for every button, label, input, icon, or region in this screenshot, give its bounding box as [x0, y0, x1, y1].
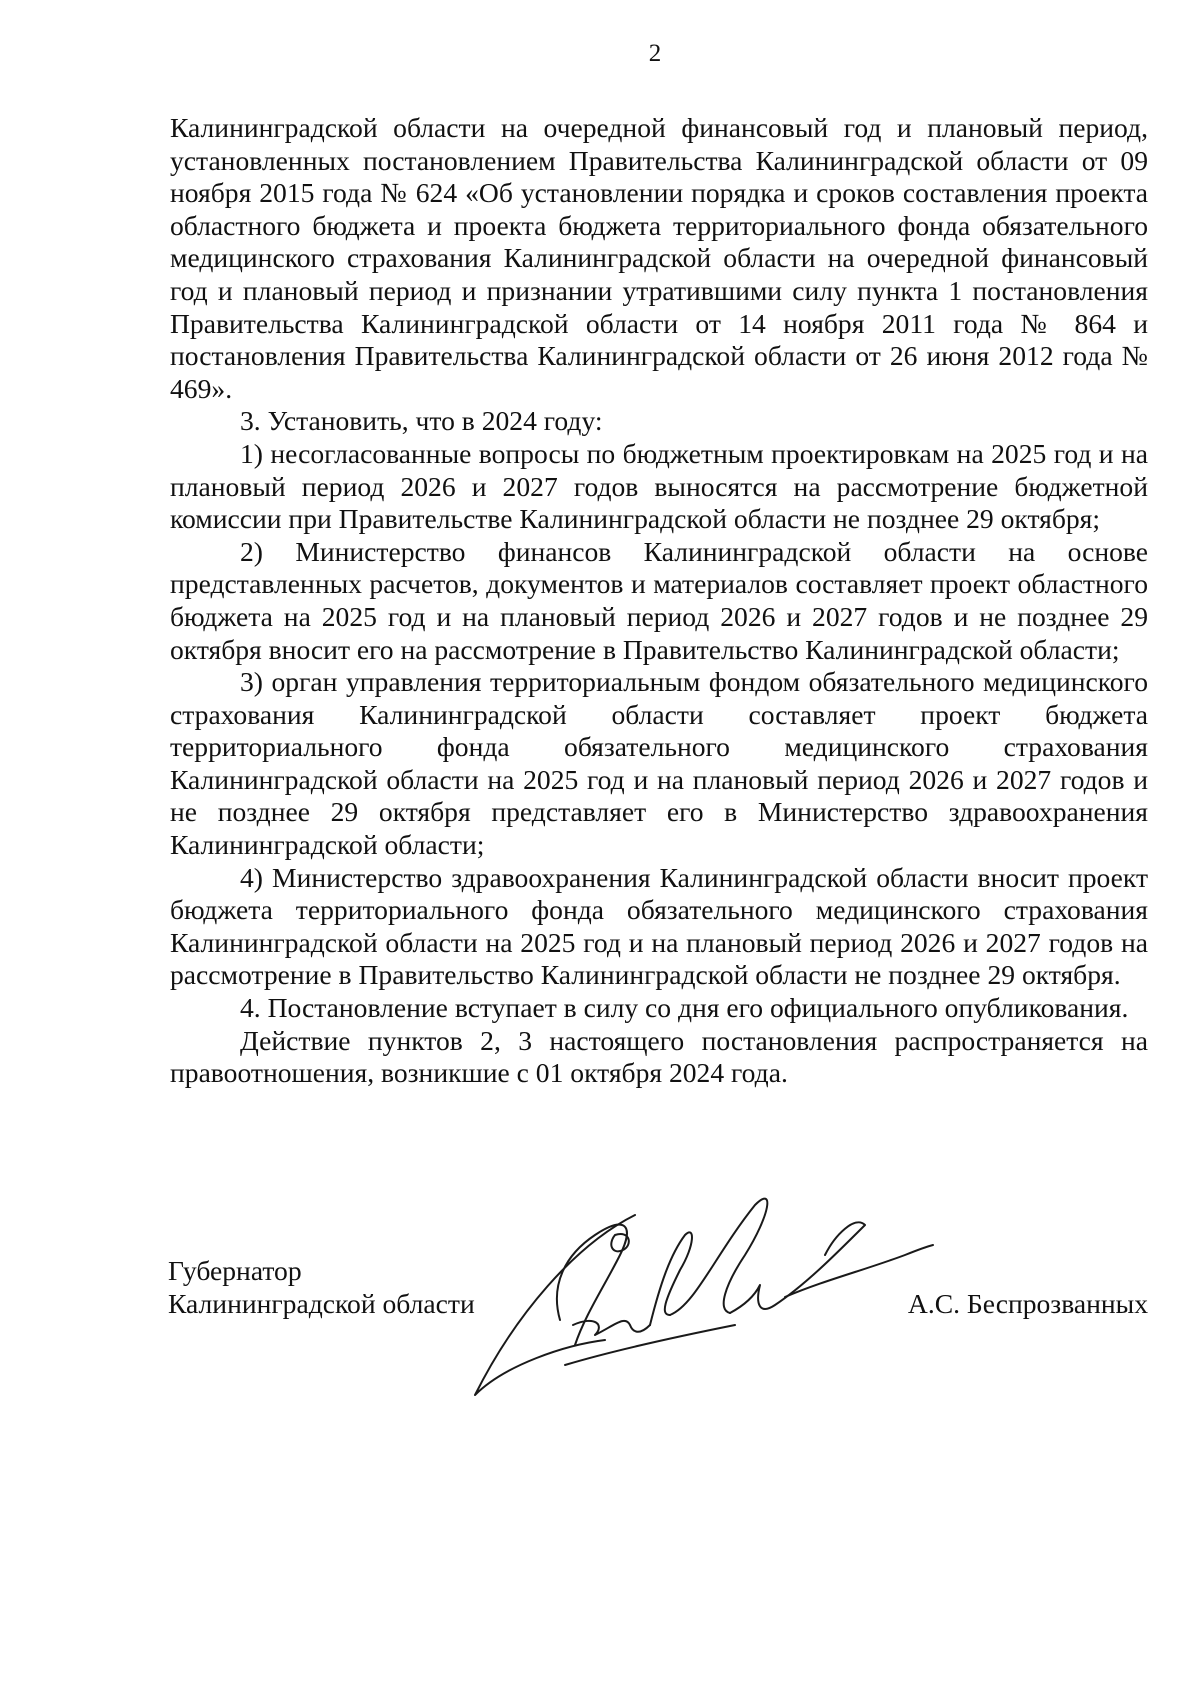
- signatory-title-line1: Губернатор: [168, 1255, 302, 1286]
- paragraph-subitem-4: 4) Министерство здравоохранения Калининградской области вносит проект бюджета территориального фонда обязательного медицинского страхования Калининградской области на 2025 год и на плановый период 2026 и 2027 годов на рассмотрение в Правительство Калининградской области не позднее 29 октября.: [170, 861, 1148, 991]
- signatory-name: А.С. Беспрозванных: [907, 1288, 1148, 1319]
- document-body: [170, 112, 1148, 1090]
- signatory-title-line2: Калининградской области: [168, 1288, 475, 1319]
- handwritten-signature: [455, 1175, 935, 1405]
- paragraph-item-3: 3. Установить, что в 2024 году:: [240, 405, 603, 437]
- paragraph-effect: Действие пунктов 2, 3 настоящего постановления распространяется на правоотношения, возникшие с 01 октября 2024 года.: [170, 1024, 1148, 1089]
- paragraph-subitem-2: 2) Министерство финансов Калининградской области на основе представленных расчетов, документов и материалов составляет проект областного бюджета на 2025 год и на плановый период 2026 и 2027 годов и не позднее 29 октября вносит его на рассмотрение в Правительство Калининградской области;: [170, 535, 1148, 665]
- paragraph-item-4: 4. Постановление вступает в силу со дня его официального опубликования.: [240, 992, 1129, 1024]
- signatory-title: [168, 1254, 475, 1320]
- paragraph-subitem-3: 3) орган управления территориальным фондом обязательного медицинского страхования Калининградской области составляет проект бюджета территориального фонда обязательного медицинского страхования Калининградской области на 2025 год и на плановый период 2026 и 2027 годов и не позднее 29 октября представляет его в Министерство здравоохранения Калининградской области;: [170, 666, 1148, 861]
- page-number: 2: [648, 40, 662, 67]
- paragraph-subitem-1: 1) несогласованные вопросы по бюджетным проектировкам на 2025 год и на плановый период 2026 и 2027 годов выносятся на рассмотрение бюджетной комиссии при Правительстве Калининградской области не позднее 29 октября;: [170, 437, 1148, 535]
- paragraph-continuation: Калининградской области на очередной финансовый год и плановый период, установленных постановлением Правительства Калининградской области от 09 ноября 2015 года № 624 «Об установлении порядка и сроков составления проекта областного бюджета и проекта бюджета территориального фонда обязательного медицинского страхования Калининградской области на очередной финансовый год и плановый период и признании утратившими силу пункта 1 постановления Правительства Калининградской области от 14 ноября 2011 года № 864 и постановления Правительства Калининградской области от 26 июня 2012 года № 469».: [170, 112, 1148, 404]
